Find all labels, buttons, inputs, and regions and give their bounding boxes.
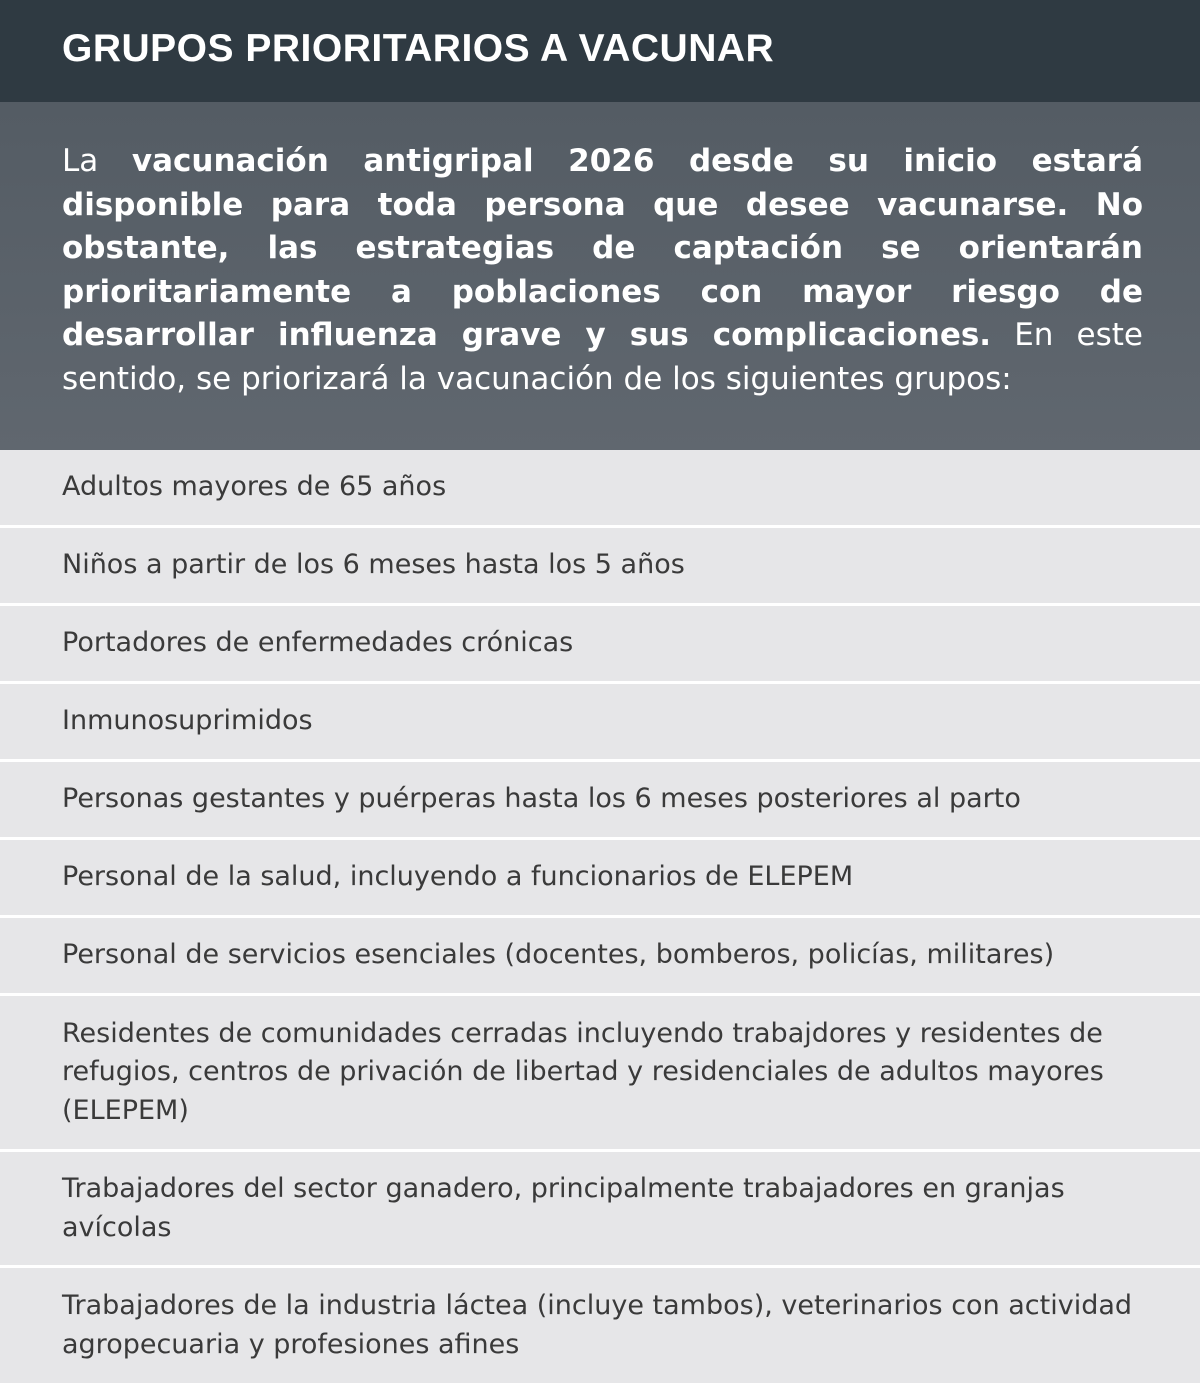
list-item: Trabajadores del sector ganadero, principalmente trabajadores en granjas avícolas (0, 1152, 1200, 1268)
page-title: GRUPOS PRIORITARIOS A VACUNAR (62, 27, 775, 70)
list-item: Niños a partir de los 6 meses hasta los 5 años (0, 528, 1200, 606)
list-item: Inmunosuprimidos (0, 684, 1200, 762)
intro-lead: La (62, 143, 132, 179)
intro-bold-text: vacunación antigripal 2026 desde su inicio estará disponible para toda persona que desee vacunarse. No obstante, las estrategias de captación se orientarán prioritariamente a poblaciones con mayor riesgo de desarrollar influenza grave y sus complicaciones. (62, 143, 1144, 353)
list-item: Personal de servicios esenciales (docentes, bomberos, policías, militares) (0, 918, 1200, 996)
list-item: Trabajadores de la industria láctea (incluye tambos), veterinarios con actividad agropecuaria y profesiones afines (0, 1268, 1200, 1383)
list-item: Adultos mayores de 65 años (0, 450, 1200, 528)
priority-groups-list (0, 450, 1200, 1383)
list-item: Portadores de enfermedades crónicas (0, 606, 1200, 684)
title-bar (0, 0, 1200, 102)
list-item: Personas gestantes y puérperas hasta los 6 meses posteriores al parto (0, 762, 1200, 840)
intro-panel (0, 102, 1200, 450)
list-item: Personal de la salud, incluyendo a funcionarios de ELEPEM (0, 840, 1200, 918)
intro-paragraph (62, 140, 1143, 401)
list-item: Residentes de comunidades cerradas incluyendo trabajdores y residentes de refugios, centros de privación de libertad y residenciales de adultos mayores (ELEPEM) (0, 996, 1200, 1152)
intro-rest: En este sentido, se priorizará la vacunación de los siguientes grupos: (62, 317, 1143, 397)
